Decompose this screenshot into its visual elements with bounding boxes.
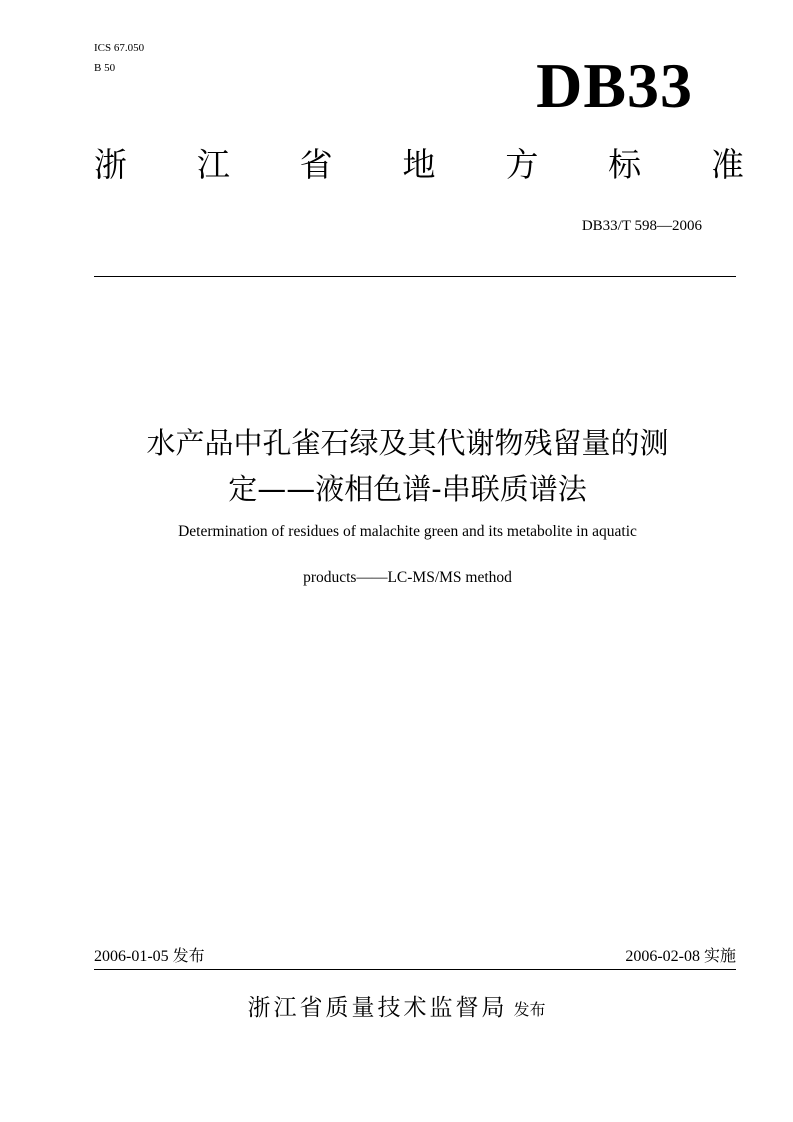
issuer-name: 浙江省质量技术监督局 xyxy=(247,995,508,1021)
standard-logo: DB33 xyxy=(536,50,693,121)
footer-divider xyxy=(94,969,736,970)
issuer-suffix: 发布 xyxy=(513,1000,546,1019)
standard-type-char: 江 xyxy=(196,145,230,184)
standard-type-char: 省 xyxy=(299,145,333,184)
english-title-line-2: products——LC-MS/MS method xyxy=(303,569,512,586)
standard-type-char: 浙 xyxy=(94,145,127,184)
chinese-title xyxy=(80,420,735,512)
standard-type-title xyxy=(94,140,744,190)
standard-type-char: 标 xyxy=(608,145,642,184)
ics-code: ICS 67.050 xyxy=(94,42,145,54)
ccs-code: B 50 xyxy=(94,62,116,74)
chinese-title-line-1: 水产品中孔雀石绿及其代谢物残留量的测 xyxy=(146,426,669,460)
issuer-line xyxy=(0,990,793,1028)
standard-type-char: 方 xyxy=(505,145,539,184)
standard-number: DB33/T 598—2006 xyxy=(581,218,702,234)
release-date: 2006-01-05 发布 xyxy=(94,948,205,965)
header-divider xyxy=(94,276,736,277)
english-title-line-1: Determination of residues of malachite green and its metabolite in aquatic xyxy=(178,523,637,540)
standard-type-char: 地 xyxy=(402,145,436,184)
implementation-date: 2006-02-08 实施 xyxy=(625,948,736,965)
standard-type-char: 准 xyxy=(710,145,744,184)
chinese-title-line-2: 定——液相色谱-串联质谱法 xyxy=(228,472,587,506)
